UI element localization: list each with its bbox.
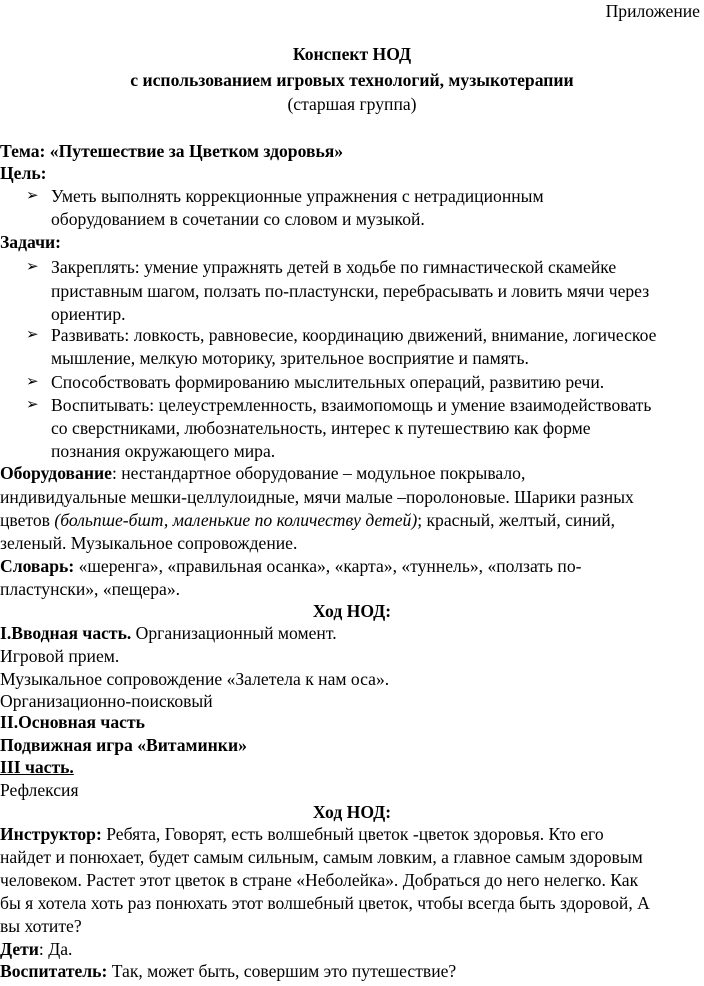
task-item-line: мышление, мелкую моторику, зрительное восприятие и память.	[51, 348, 529, 368]
goal-label: Цель:	[0, 163, 47, 183]
plan-heading: Ход НОД:	[312, 601, 392, 621]
equipment-line: индивидуальные мешки-целлулоидные, мячи малые –поролоновые. Шарики разных	[0, 487, 634, 507]
music-accompaniment: Музыкальное сопровождение «Залетела к нам оса».	[0, 669, 390, 689]
search-stage: Организационно-поисковый	[0, 691, 213, 711]
title-line-1: Конспект НОД	[292, 44, 412, 64]
part-2-heading: II.Основная часть	[0, 712, 145, 732]
task-item-line: Закреплять: умение упражнять детей в ходьбе по гимнастической скамейке	[51, 257, 617, 277]
task-item-line: Способствовать формированию мыслительных операций, развитию речи.	[51, 372, 605, 392]
topic: Тема: «Путешествие за Цветком здоровья»	[0, 141, 344, 161]
title-line-3: (старшая группа)	[287, 94, 417, 114]
vocabulary-label: Словарь:	[0, 556, 75, 576]
task-item-line: ориентир.	[51, 304, 126, 324]
tasks-label: Задачи:	[0, 232, 61, 252]
bullet-icon: ➢	[26, 188, 39, 204]
instructor-line: Инструктор: Ребята, Говорят, есть волшебный цветок -цветок здоровья. Кто его	[0, 824, 604, 844]
task-item-line: познания окружающего мира.	[51, 441, 276, 461]
vocabulary-line: Словарь: «шеренга», «правильная осанка», «карта», «туннель», «ползать по-	[0, 556, 582, 576]
part-1-line: I.Вводная часть. Организационный момент.	[0, 623, 337, 643]
goal-item-line: оборудованием в сочетании со словом и музыкой.	[51, 209, 425, 229]
bullet-icon: ➢	[26, 327, 39, 343]
task-item-line: со сверстниками, любознательность, интерес к путешествию как форме	[51, 418, 591, 438]
task-item-line: Воспитывать: целеустремленность, взаимопомощь и умение взаимодействовать	[51, 395, 652, 415]
bullet-icon: ➢	[26, 397, 39, 413]
appendix-label: Приложение	[605, 1, 700, 21]
task-item-line: приставным шагом, ползать по-пластунски, перебрасывать и ловить мячи через	[51, 281, 650, 301]
teacher-line: Воспитатель: Так, может быть, совершим это путешествие?	[0, 961, 457, 981]
mobile-game-heading: Подвижная игра «Витаминки»	[0, 735, 247, 755]
instructor-line: человеком. Растет этот цветок в стране «Неболейка». Добраться до него нелегко. Как	[0, 870, 639, 890]
task-item-line: Развивать: ловкость, равновесие, координацию движений, внимание, логическое	[51, 325, 657, 345]
equipment-line: Оборудование: нестандартное оборудование – модульное покрывало,	[0, 463, 526, 483]
reflection: Рефлексия	[0, 780, 79, 800]
vocabulary-line: пластунски», «пещера».	[0, 579, 181, 599]
children-reply: Дети: Да.	[0, 939, 73, 959]
instructor-line: вы хотите?	[0, 916, 82, 936]
equipment-line: зеленый. Музыкальное сопровождение.	[0, 533, 298, 553]
dialogue-heading: Ход НОД:	[312, 802, 392, 822]
equipment-line: цветов (больпше-бшт, маленькие по количеству детей); красный, желтый, синий,	[0, 510, 616, 530]
bullet-icon: ➢	[26, 259, 39, 275]
teacher-label: Воспитатель:	[0, 961, 108, 981]
title-line-2: с использованием игровых технологий, музыкотерапии	[130, 70, 574, 90]
equipment-label: Оборудование	[0, 463, 112, 483]
part-3-heading: III часть.	[0, 757, 74, 777]
bullet-icon: ➢	[26, 374, 39, 390]
goal-item-line: Уметь выполнять коррекционные упражнения с нетрадиционным	[51, 186, 544, 206]
game-technique: Игровой прием.	[0, 646, 120, 666]
instructor-line: найдет и понюхает, будет самым сильным, самым ловким, а главное самым здоровым	[0, 847, 643, 867]
instructor-label: Инструктор:	[0, 824, 102, 844]
instructor-line: бы я хотела хоть раз понюхать этот волшебный цветок, чтобы всегда быть здоровой, А	[0, 893, 650, 913]
